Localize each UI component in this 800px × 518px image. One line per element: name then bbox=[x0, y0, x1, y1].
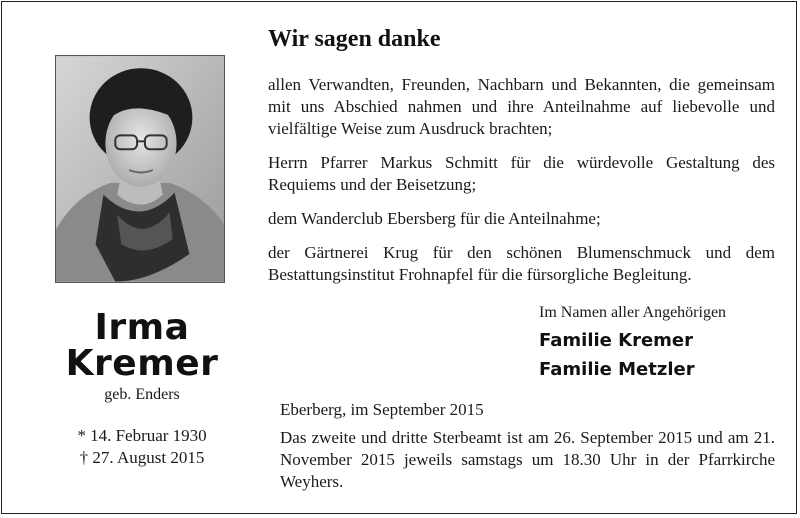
birth-date: * 14. Februar 1930 bbox=[77, 426, 207, 445]
birth-name: geb. Enders bbox=[104, 386, 180, 403]
portrait-photo bbox=[55, 55, 225, 283]
place-date: Eberberg, im September 2015 bbox=[280, 400, 484, 419]
thanks-paragraph: der Gärtnerei Krug für den schönen Blumenschmuck und dem Bestattungsinstitut Frohnapfel für die fürsorgliche Begleitung. bbox=[268, 243, 775, 284]
obituary-card bbox=[1, 1, 797, 514]
thanks-paragraph: Herrn Pfarrer Markus Schmitt für die würdevolle Gestaltung des Requiems und der Beisetzung; bbox=[268, 153, 775, 194]
signature-intro: Im Namen aller Angehörigen bbox=[539, 304, 727, 321]
thanks-paragraph: dem Wanderclub Ebersberg für die Anteilnahme; bbox=[268, 209, 601, 228]
family-name: Familie Kremer bbox=[539, 330, 694, 351]
thanks-paragraph: allen Verwandten, Freunden, Nachbarn und Bekannten, die gemeinsam mit uns Abschied nahmen und ihre Anteilnahme auf liebevolle und vielfältige Weise zum Ausdruck brachten; bbox=[268, 75, 775, 138]
thanks-heading: Wir sagen danke bbox=[268, 26, 441, 52]
deceased-last-name: Kremer bbox=[65, 343, 219, 384]
deceased-first-name: Irma bbox=[94, 307, 190, 348]
death-date: † 27. August 2015 bbox=[79, 448, 205, 467]
service-note: Das zweite und dritte Sterbeamt ist am 26. September 2015 und am 21. November 2015 jeweils samstags um 18.30 Uhr in der Pfarrkirche Weyhers. bbox=[280, 428, 775, 491]
family-name: Familie Metzler bbox=[539, 359, 695, 380]
